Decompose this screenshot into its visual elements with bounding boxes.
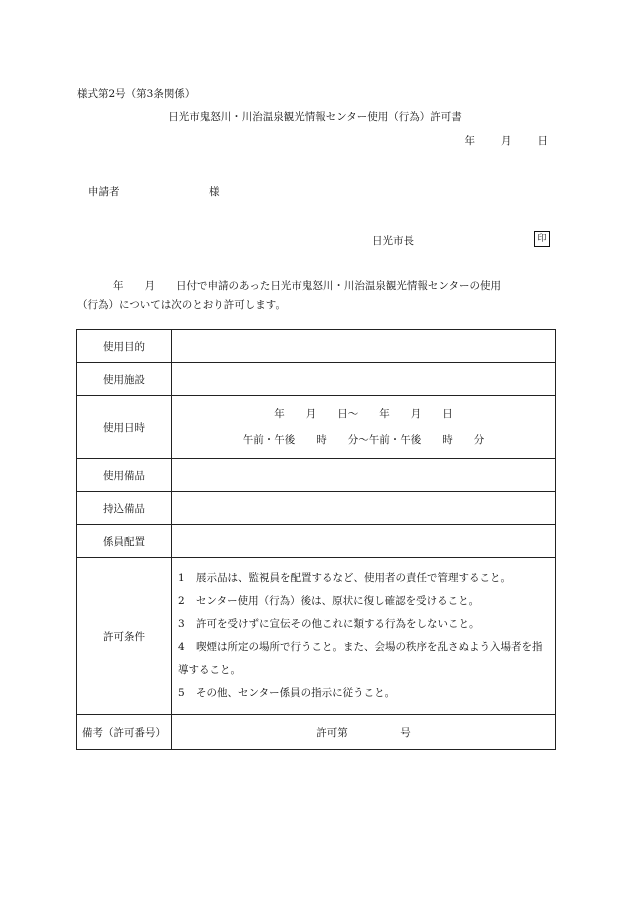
permission-statement-line2: （行為）については次のとおり許可します。 — [77, 299, 286, 311]
conditions-label: 許可条件 — [77, 558, 172, 715]
condition-text: 許可を受けずに宣伝その他これに類する行為をしないこと。 — [196, 618, 480, 630]
facility-label: 使用施設 — [77, 363, 172, 396]
datetime-field[interactable] — [172, 396, 556, 459]
staff-field[interactable] — [172, 525, 556, 558]
remarks-field[interactable]: 許可第 号 — [172, 715, 556, 750]
permit-table — [76, 329, 556, 750]
condition-item — [178, 682, 547, 705]
condition-number: 3 — [178, 618, 185, 630]
table-row — [77, 558, 556, 715]
table-row — [77, 396, 556, 459]
remarks-label: 備考（許可番号） — [77, 715, 172, 750]
table-row — [77, 459, 556, 492]
table-row — [77, 330, 556, 363]
conditions-list — [172, 563, 555, 709]
equipment-label: 使用備品 — [77, 459, 172, 492]
condition-text: 喫煙は所定の場所で行うこと。また、会場の秩序を乱さぬよう入場者を指導すること。 — [178, 641, 543, 676]
brought-equipment-field[interactable] — [172, 492, 556, 525]
condition-number: 1 — [178, 572, 185, 584]
datetime-label: 使用日時 — [77, 396, 172, 459]
condition-number: 4 — [178, 641, 185, 653]
seal-mark: 印 — [534, 231, 550, 247]
table-row — [77, 492, 556, 525]
brought-equipment-label: 持込備品 — [77, 492, 172, 525]
condition-text: その他、センター係員の指示に従うこと。 — [196, 687, 396, 699]
permission-statement-line1: 年 月 日付で申請のあった日光市鬼怒川・川治温泉観光情報センターの使用 — [113, 280, 501, 292]
issue-date-month: 月 — [501, 135, 512, 147]
purpose-field[interactable] — [172, 330, 556, 363]
issuer-name: 日光市長 — [372, 235, 414, 247]
condition-item — [178, 590, 547, 613]
condition-item — [178, 567, 547, 590]
issue-date-year: 年 — [464, 135, 475, 147]
condition-number: 2 — [178, 595, 185, 607]
purpose-label: 使用目的 — [77, 330, 172, 363]
conditions-field — [172, 558, 556, 715]
facility-field[interactable] — [172, 363, 556, 396]
form-number: 様式第2号（第3条関係） — [77, 88, 196, 100]
issue-date-day: 日 — [537, 135, 548, 147]
issue-date — [465, 133, 549, 148]
applicant-honorific: 様 — [209, 186, 220, 198]
condition-item — [178, 636, 547, 682]
condition-number: 5 — [178, 687, 185, 699]
datetime-date-range: 年 月 日～ 年 月 日 — [274, 408, 453, 420]
table-row — [77, 525, 556, 558]
condition-text: センター使用（行為）後は、原状に復し確認を受けること。 — [196, 595, 480, 607]
applicant-label: 申請者 — [88, 186, 120, 198]
datetime-time-range: 午前・午後 時 分～午前・午後 時 分 — [242, 434, 485, 446]
equipment-field[interactable] — [172, 459, 556, 492]
condition-item — [178, 613, 547, 636]
condition-text: 展示品は、監視員を配置するなど、使用者の責任で管理すること。 — [196, 572, 511, 584]
staff-label: 係員配置 — [77, 525, 172, 558]
table-row — [77, 715, 556, 750]
document-title: 日光市鬼怒川・川治温泉観光情報センター使用（行為）許可書 — [168, 111, 462, 123]
permission-statement — [77, 277, 554, 315]
table-row — [77, 363, 556, 396]
